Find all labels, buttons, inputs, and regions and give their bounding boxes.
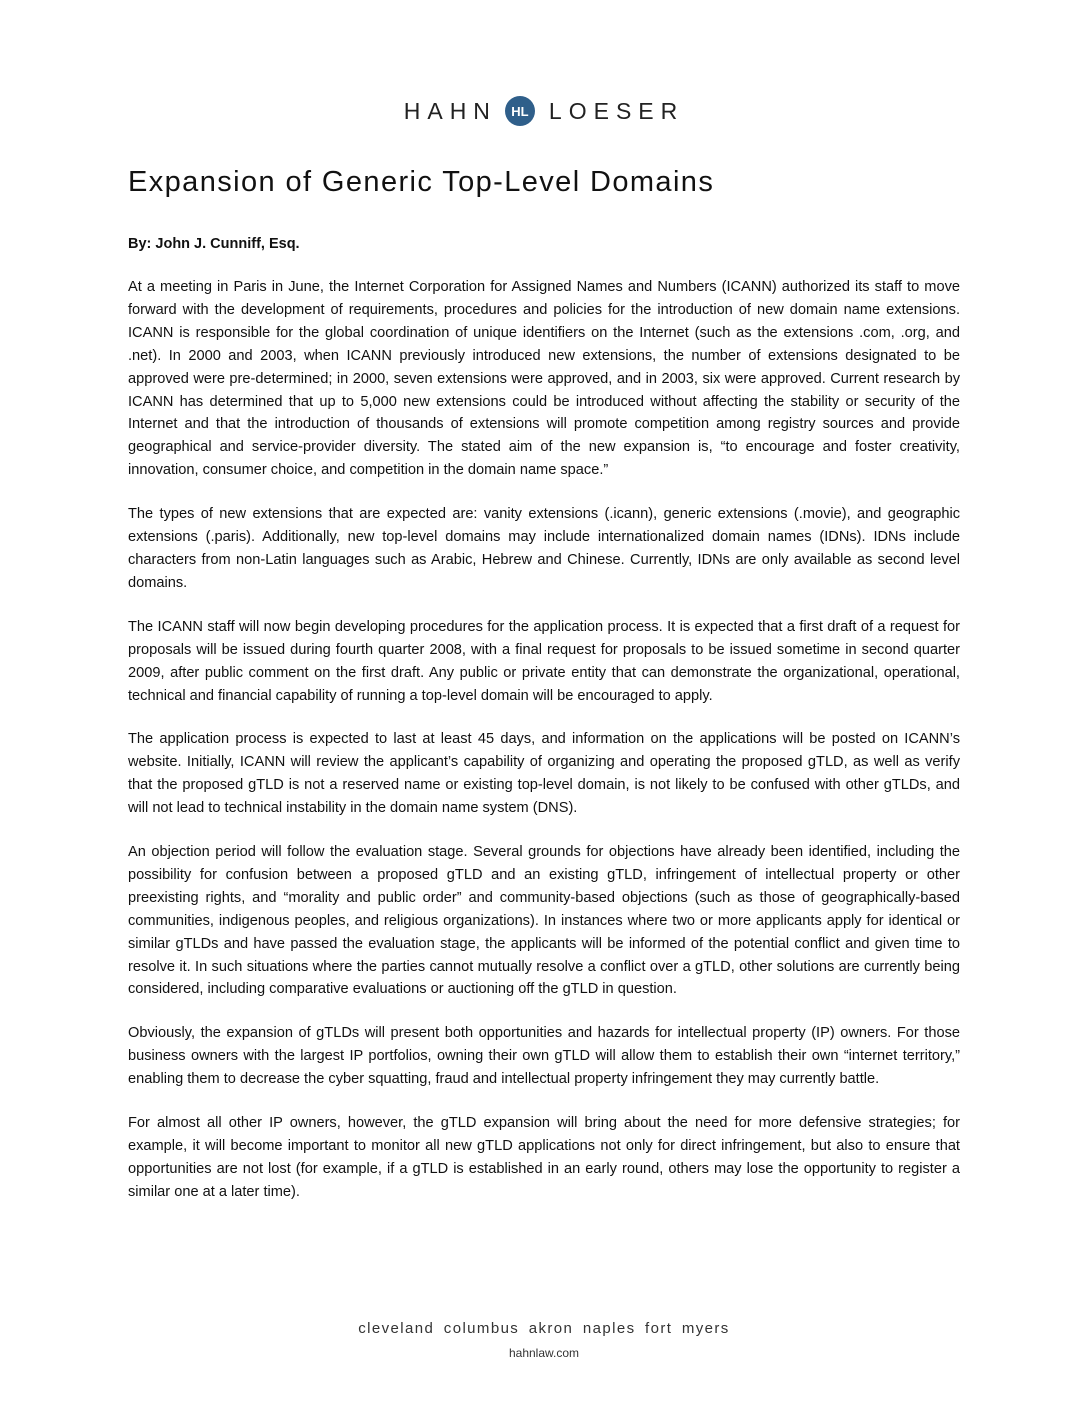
paragraph-3: The ICANN staff will now begin developing procedures for the application process. It is expected that a first draft of a request for proposals will be issued during fourth quarter 2008, with a final request for proposals to be issued sometime in second quarter 2009, after public comment on the first draft. Any public or private entity that can demonstrate the organizational, operational, technical and financial capability of running a top-level domain will be encouraged to apply. [128, 618, 960, 704]
document-title: Expansion of Generic Top-Level Domains [128, 166, 715, 198]
paragraph-4: The application process is expected to last at least 45 days, and information on the applications will be posted on ICANN’s website. Initially, ICANN will review the applicant’s capability of organizing and operating the proposed gTLD, as well as verify that the proposed gTLD is not a reserved name or existing top-level domain, is not likely to be confused with other gTLDs, and will not lead to technical instability in the domain name system (DNS). [128, 731, 960, 817]
author-byline: By: John J. Cunniff, Esq. [128, 236, 300, 252]
logo-text-right: LOESER [548, 97, 685, 124]
logo-text-left: HAHN [403, 97, 497, 124]
footer-website-link[interactable]: hahnlaw.com [508, 1346, 580, 1360]
paragraph-5: An objection period will follow the evaluation stage. Several grounds for objections have already been identified, including the possibility for confusion between a proposed gTLD and an existing gTLD, infringement of intellectual property or other preexisting rights, and “morality and public order” and community-based objections (such as those of geographically-based communities, indigenous peoples, and religious organizations). In instances where two or more applicants apply for identical or similar gTLDs and have passed the evaluation stage, the applicants will be informed of the potential conflict and given time to resolve it. In such situations where the parties cannot mutually resolve a conflict over a gTLD, other solutions are currently being considered, including comparative evaluations or auctioning off the gTLD in question. [128, 844, 960, 998]
paragraph-2: The types of new extensions that are expected are: vanity extensions (.icann), generic extensions (.movie), and geographic extensions (.paris). Additionally, new top-level domains may include internationalized domain names (IDNs). IDNs include characters from non-Latin languages such as Arabic, Hebrew and Chinese. Currently, IDNs are only available as second level domains. [128, 506, 960, 591]
firm-logo [0, 96, 1088, 126]
footer-office-locations: cleveland columbus akron naples fort myers [358, 1320, 730, 1337]
paragraph-6: Obviously, the expansion of gTLDs will present both opportunities and hazards for intellectual property (IP) owners. For those business owners with the largest IP portfolios, owning their own gTLD will allow them to establish their own “internet territory,” enabling them to decrease the cyber squatting, fraud and intellectual property infringement they may currently battle. [128, 1025, 960, 1088]
paragraph-7: For almost all other IP owners, however, the gTLD expansion will bring about the need for more defensive strategies; for example, it will become important to monitor all new gTLD applications not only for direct infringement, but also to ensure that opportunities are not lost (for example, if a gTLD is established in an early round, others may lose the opportunity to register a similar one at a later time). [128, 1115, 960, 1200]
paragraph-1: At a meeting in Paris in June, the Internet Corporation for Assigned Names and Numbers (ICANN) authorized its staff to move forward with the development of requirements, procedures and policies for the introduction of new domain name extensions. ICANN is responsible for the global coordination of unique identifiers on the Internet (such as the extensions .com, .org, and .net). In 2000 and 2003, when ICANN previously introduced new extensions, the number of extensions designated to be approved were pre-determined; in 2000, seven extensions were approved, and in 2003, six were approved. Current research by ICANN has determined that up to 5,000 new extensions could be introduced without affecting the stability or security of the Internet and that the introduction of thousands of extensions will promote competition among registry sources and provide geographical and service-provider diversity. The stated aim of the new expansion is, “to encourage and foster creativity, innovation, consumer choice, and competition in the domain name space.” [128, 279, 960, 479]
logo-mark-icon: HL [505, 96, 535, 126]
article-body [128, 276, 960, 1225]
